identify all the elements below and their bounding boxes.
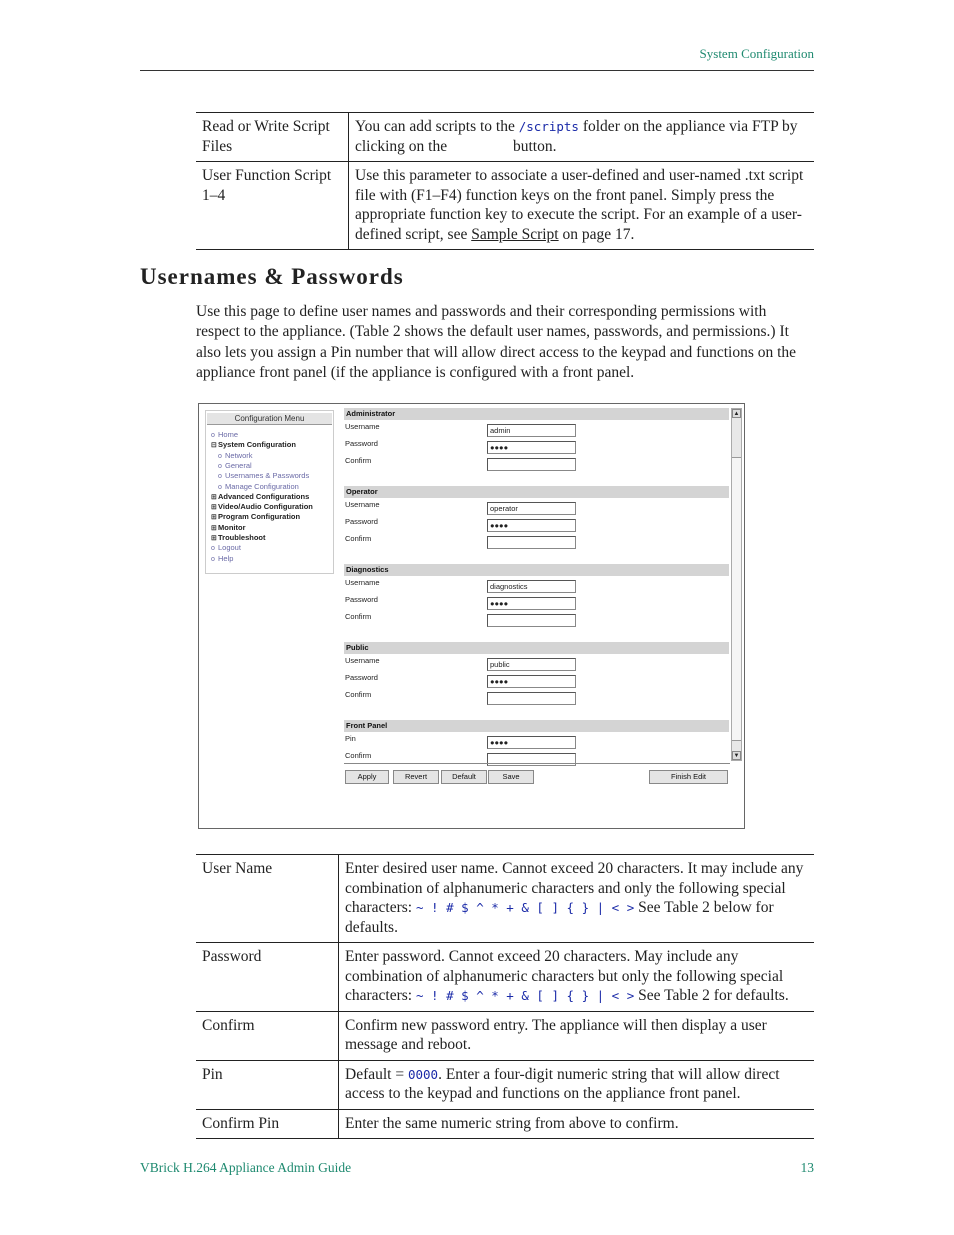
password-input[interactable]: ●●●●: [487, 597, 576, 610]
field-label: Username: [345, 500, 380, 509]
menu-item-label: Troubleshoot: [218, 533, 266, 542]
menu-item-label: Help: [218, 553, 234, 563]
section-header: Administrator: [344, 408, 729, 420]
param-label: User Function Script 1–4: [196, 162, 349, 250]
configuration-menu: [205, 410, 334, 574]
field-desc: Confirm new password entry. The appliance will then display a user message and reboot.: [345, 1016, 767, 1053]
save-button[interactable]: Save: [488, 770, 534, 784]
menu-item[interactable]: [211, 440, 296, 450]
confirm-input[interactable]: [487, 753, 576, 766]
menu-item-label: Manage Configuration: [225, 481, 299, 491]
field-label: Password: [345, 595, 378, 604]
field-label: Confirm: [345, 456, 372, 465]
section-header: Public: [344, 642, 729, 654]
username-input[interactable]: operator: [487, 502, 576, 515]
apply-button[interactable]: Apply: [345, 770, 389, 784]
password-input[interactable]: ●●●●: [487, 519, 576, 532]
menu-item-label: Monitor: [218, 522, 246, 532]
running-header: System Configuration: [699, 46, 814, 61]
menu-item-label: Logout: [218, 543, 241, 553]
menu-item[interactable]: [211, 502, 313, 512]
field-label: User Name: [196, 855, 339, 943]
param-desc: Use this parameter to associate a user-defined and user-named .txt script file with (F1–F4) function keys on the front panel. Simply press the appropriate function key to execute the script. For an example of a user-defined script, see Sample Script on page 17.: [355, 167, 804, 243]
section-title: Usernames & Passwords: [140, 264, 404, 289]
bullet-icon: o: [218, 473, 222, 481]
menu-item[interactable]: [211, 533, 266, 543]
pin-input[interactable]: ●●●●: [487, 736, 576, 749]
field-label: Confirm Pin: [196, 1109, 339, 1139]
field-label: Password: [196, 943, 339, 1012]
field-label: Username: [345, 422, 380, 431]
menu-item[interactable]: [218, 482, 299, 492]
scroll-down-icon[interactable]: ▼: [733, 753, 740, 759]
bullet-icon: o: [218, 462, 222, 470]
menu-item-label: Program Configuration: [218, 512, 301, 522]
finish-edit-button[interactable]: Finish Edit: [649, 770, 728, 784]
usernames-passwords-screenshot: [198, 403, 745, 829]
expand-icon: ⊞: [211, 504, 217, 512]
confirm-input[interactable]: [487, 536, 576, 549]
section-header: Front Panel: [344, 720, 729, 732]
sample-script-link[interactable]: Sample Script: [471, 225, 559, 243]
username-input[interactable]: public: [487, 658, 576, 671]
confirm-input[interactable]: [487, 614, 576, 627]
bullet-icon: o: [211, 545, 215, 553]
field-desc: Enter password. Cannot exceed 20 characters. May include any combination of alphanumeric characters but only the following special characters: ~ ! # $ ^ * + & [ ] { } | < > See Table 2 for defaults.: [345, 948, 789, 1004]
param-desc: You can add scripts to the /scripts folder on the appliance via FTP by clicking on the button.: [355, 118, 798, 155]
field-label: Confirm: [345, 612, 372, 621]
section-header: Operator: [344, 486, 729, 498]
username-input[interactable]: admin: [487, 424, 576, 437]
menu-item-label: Network: [225, 450, 253, 460]
menu-item[interactable]: [211, 492, 309, 502]
menu-item[interactable]: [211, 554, 233, 564]
confirm-input[interactable]: [487, 692, 576, 705]
field-label: Pin: [345, 734, 356, 743]
field-label: Confirm: [345, 690, 372, 699]
field-desc: Enter the same numeric string from above to confirm.: [345, 1114, 679, 1132]
field-desc: Default = 0000. Enter a four-digit numeric string that will allow direct access to the keypad and functions on the appliance front panel.: [345, 1065, 780, 1102]
default-button[interactable]: Default: [441, 770, 487, 784]
scrollbar[interactable]: [731, 408, 742, 761]
form-divider: [344, 763, 730, 764]
bullet-icon: o: [211, 555, 215, 563]
field-descriptions-table: [196, 854, 814, 1139]
header-rule: [140, 70, 814, 71]
intro-paragraph: Use this page to define user names and passwords and their corresponding permissions with respect to the appliance. (Table 2 shows the default user names, passwords, and permissions.) It also lets you assign a Pin number that will allow direct access to the keypad and functions on the appliance front panel (if the appliance is configured with a front panel.: [196, 303, 797, 381]
scroll-thumb[interactable]: [732, 457, 741, 741]
expand-icon: ⊞: [211, 524, 217, 532]
menu-title: Configuration Menu: [207, 413, 332, 425]
menu-item[interactable]: [218, 451, 253, 461]
field-label: Password: [345, 673, 378, 682]
bullet-icon: o: [218, 483, 222, 491]
page-number: 13: [800, 1160, 814, 1175]
menu-item[interactable]: [218, 461, 252, 471]
bullet-icon: o: [218, 452, 222, 460]
field-label: Confirm: [196, 1011, 339, 1060]
revert-button[interactable]: Revert: [393, 770, 439, 784]
expand-icon: ⊞: [211, 514, 217, 522]
field-desc: Enter desired user name. Cannot exceed 20 characters. It may include any combination of alphanumeric characters and only the following special characters: ~ ! # $ ^ * + & [ ] { } | < > See Table 2 below for defaults.: [345, 860, 804, 936]
field-label: Password: [345, 517, 378, 526]
username-input[interactable]: diagnostics: [487, 580, 576, 593]
collapse-icon: ⊟: [211, 442, 217, 450]
param-label: Read or Write Script Files: [196, 113, 349, 162]
bullet-icon: o: [211, 432, 215, 439]
menu-item[interactable]: [211, 523, 246, 533]
field-label: Confirm: [345, 751, 372, 760]
menu-item-label: Advanced Configurations: [218, 491, 310, 501]
menu-item-label: General: [225, 460, 252, 470]
menu-item-label: System Configuration: [218, 440, 296, 450]
password-input[interactable]: ●●●●: [487, 675, 576, 688]
menu-item-label: Home: [218, 430, 239, 439]
field-label: Pin: [196, 1060, 339, 1109]
menu-item-label: Video/Audio Configuration: [218, 502, 313, 512]
expand-icon: ⊞: [211, 535, 217, 542]
field-label: Username: [345, 578, 380, 587]
field-label: Username: [345, 656, 380, 665]
menu-item-label: Usernames & Passwords: [225, 471, 310, 481]
footer-title: VBrick H.264 Appliance Admin Guide: [140, 1160, 352, 1175]
menu-item[interactable]: [211, 430, 238, 440]
field-label: Confirm: [345, 534, 372, 543]
expand-icon: ⊞: [211, 493, 217, 501]
field-label: Password: [345, 439, 378, 448]
script-params-table: [196, 112, 814, 250]
section-header: Diagnostics: [344, 564, 729, 576]
password-input[interactable]: ●●●●: [487, 441, 576, 454]
menu-item[interactable]: [218, 471, 309, 481]
menu-item[interactable]: [211, 512, 300, 522]
menu-item[interactable]: [211, 543, 241, 553]
scroll-up-icon[interactable]: ▲: [733, 411, 740, 417]
confirm-input[interactable]: [487, 458, 576, 471]
